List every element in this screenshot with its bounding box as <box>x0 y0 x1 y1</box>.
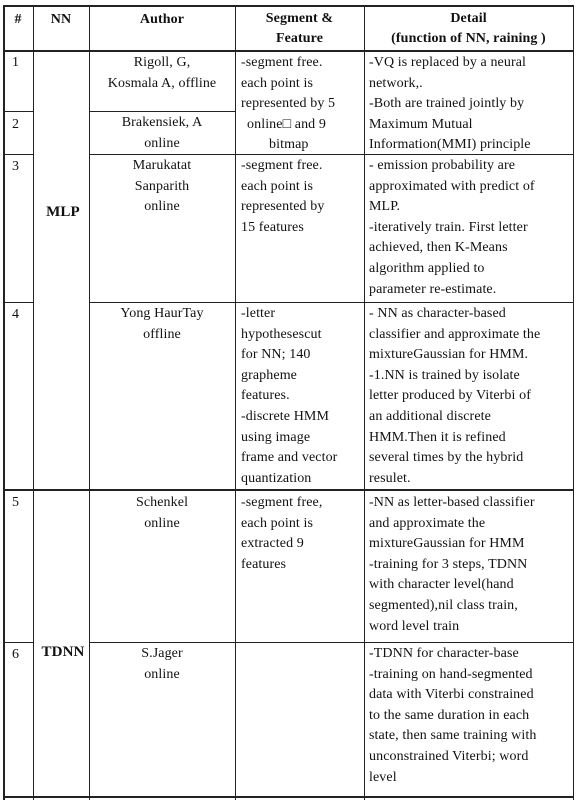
row-number: 4 <box>12 307 20 322</box>
author-line: Rigoll, G, <box>133 55 191 70</box>
detail-line: unconstrained Viterbi; word <box>369 748 529 764</box>
segment-line: -letter <box>241 306 276 321</box>
detail-line: level <box>369 769 397 785</box>
group-label-tdnn: TDNN <box>41 644 85 660</box>
header-segment <box>235 9 364 49</box>
row-detail <box>369 156 572 300</box>
detail-line: Maximum Mutual <box>369 116 473 132</box>
row-divider <box>3 154 33 155</box>
author-line: S.Jager <box>141 646 183 661</box>
table <box>3 5 574 800</box>
row-segment <box>241 53 363 156</box>
row-detail <box>369 53 572 156</box>
row-divider <box>3 642 33 643</box>
author-line: online <box>144 666 180 682</box>
segment-line: quantization <box>241 470 312 486</box>
author-line: offline <box>143 326 181 342</box>
author-line: online <box>144 199 180 215</box>
segment-line: 15 features <box>241 219 304 235</box>
author-line: Sanparith <box>134 178 190 194</box>
segment-line: features <box>241 556 287 572</box>
segment-line: represented by <box>241 199 325 215</box>
author-line: online <box>144 515 180 531</box>
table-border-right <box>573 5 575 800</box>
header-detail-line: Detail <box>450 11 487 26</box>
detail-line: data with Viterbi constrained <box>369 687 534 703</box>
detail-line: Information(MMI) principle <box>369 137 531 153</box>
detail-line: -training for 3 steps, TDNN <box>369 556 528 572</box>
detail-line: - NN as character-based <box>369 306 506 321</box>
detail-line: HMM.Then it is refined <box>369 429 506 445</box>
row-divider <box>89 302 574 303</box>
row-number: 6 <box>12 647 20 662</box>
author-line: Yong HaurTay <box>120 306 204 321</box>
row-divider <box>89 111 235 112</box>
segment-line: -segment free, <box>241 495 323 510</box>
segment-line: features. <box>241 388 290 404</box>
table-border-left <box>3 5 5 800</box>
group-label-mlp: MLP <box>46 204 80 220</box>
segment-line: for NN; 140 <box>241 347 311 363</box>
header-author: Author <box>139 12 185 27</box>
detail-line: and approximate the <box>369 515 486 531</box>
row-segment <box>241 156 363 238</box>
segment-line: bitmap <box>269 137 309 153</box>
row-segment <box>241 493 363 575</box>
row-author <box>89 644 235 685</box>
row-detail <box>369 304 572 489</box>
detail-line: network,. <box>369 75 423 91</box>
segment-line: -discrete HMM <box>241 408 330 424</box>
detail-line: - emission probability are <box>369 158 516 173</box>
header-segment-line: Feature <box>275 31 324 46</box>
segment-line: -segment free. <box>241 55 323 70</box>
segment-line: each point is <box>241 75 314 91</box>
author-line: Kosmala A, offline <box>107 75 217 91</box>
author-line: Schenkel <box>135 495 189 510</box>
author-line: online <box>144 135 180 151</box>
column-divider <box>33 5 34 800</box>
author-line: Marukatat <box>132 158 192 173</box>
row-author <box>89 156 235 218</box>
detail-line: -VQ is replaced by a neural <box>369 55 527 70</box>
detail-line: letter produced by Viterbi of <box>369 388 531 404</box>
segment-line: frame and vector <box>241 450 338 466</box>
detail-line: -TDNN for character-base <box>369 646 519 661</box>
segment-line: represented by 5 <box>241 96 336 112</box>
detail-line: resulet. <box>369 470 411 486</box>
detail-line: -training on hand-segmented <box>369 666 533 682</box>
header-num: # <box>14 12 22 27</box>
detail-line: achieved, then K-Means <box>369 240 508 256</box>
row-author <box>89 304 235 345</box>
header-detail-line: (function of NN, raining ) <box>391 31 546 46</box>
header-nn: NN <box>50 12 72 27</box>
detail-line: an additional discrete <box>369 408 491 424</box>
row-number: 5 <box>12 495 20 510</box>
detail-line: MLP. <box>369 199 401 215</box>
row-number: 1 <box>12 55 20 70</box>
detail-line: approximated with predict of <box>369 178 535 194</box>
segment-line: -segment free. <box>241 158 323 173</box>
header-segment-line: Segment & <box>265 11 334 26</box>
header-detail <box>364 9 573 49</box>
detail-line: mixtureGaussian for HMM. <box>369 347 529 363</box>
detail-line: state, then same training with <box>369 728 537 744</box>
author-line: Brakensiek, A <box>121 115 203 130</box>
detail-line: word level train <box>369 618 460 634</box>
segment-line: online□ and 9 <box>247 116 326 132</box>
segment-line: each point is <box>241 515 314 531</box>
detail-line: classifier and approximate the <box>369 326 541 342</box>
row-author <box>89 53 235 94</box>
detail-line: segmented),nil class train, <box>369 597 518 613</box>
row-number: 2 <box>12 117 20 132</box>
row-divider <box>3 302 33 303</box>
detail-line: to the same duration in each <box>369 707 530 723</box>
detail-line: parameter re-estimate. <box>369 281 497 297</box>
row-segment <box>241 304 363 489</box>
detail-line: -NN as letter-based classifier <box>369 495 535 510</box>
segment-line: each point is <box>241 178 314 194</box>
segment-line: extracted 9 <box>241 536 304 552</box>
row-number: 3 <box>12 159 20 174</box>
segment-line: grapheme <box>241 367 297 383</box>
detail-line: with character level(hand <box>369 577 514 593</box>
row-divider <box>89 642 574 643</box>
row-author <box>89 493 235 534</box>
detail-line: algorithm applied to <box>369 260 485 276</box>
detail-line: mixtureGaussian for HMM <box>369 536 525 552</box>
row-divider <box>3 111 33 112</box>
detail-line: -iteratively train. First letter <box>369 219 528 235</box>
row-detail <box>369 644 572 788</box>
detail-line: -1.NN is trained by isolate <box>369 367 520 383</box>
row-author <box>89 113 235 154</box>
column-divider <box>235 5 236 800</box>
detail-line: -Both are trained jointly by <box>369 96 525 112</box>
detail-line: several times by the hybrid <box>369 450 524 466</box>
row-detail <box>369 493 572 637</box>
column-divider <box>364 5 365 800</box>
segment-line: hypothesescut <box>241 326 322 342</box>
segment-line: using image <box>241 429 311 445</box>
